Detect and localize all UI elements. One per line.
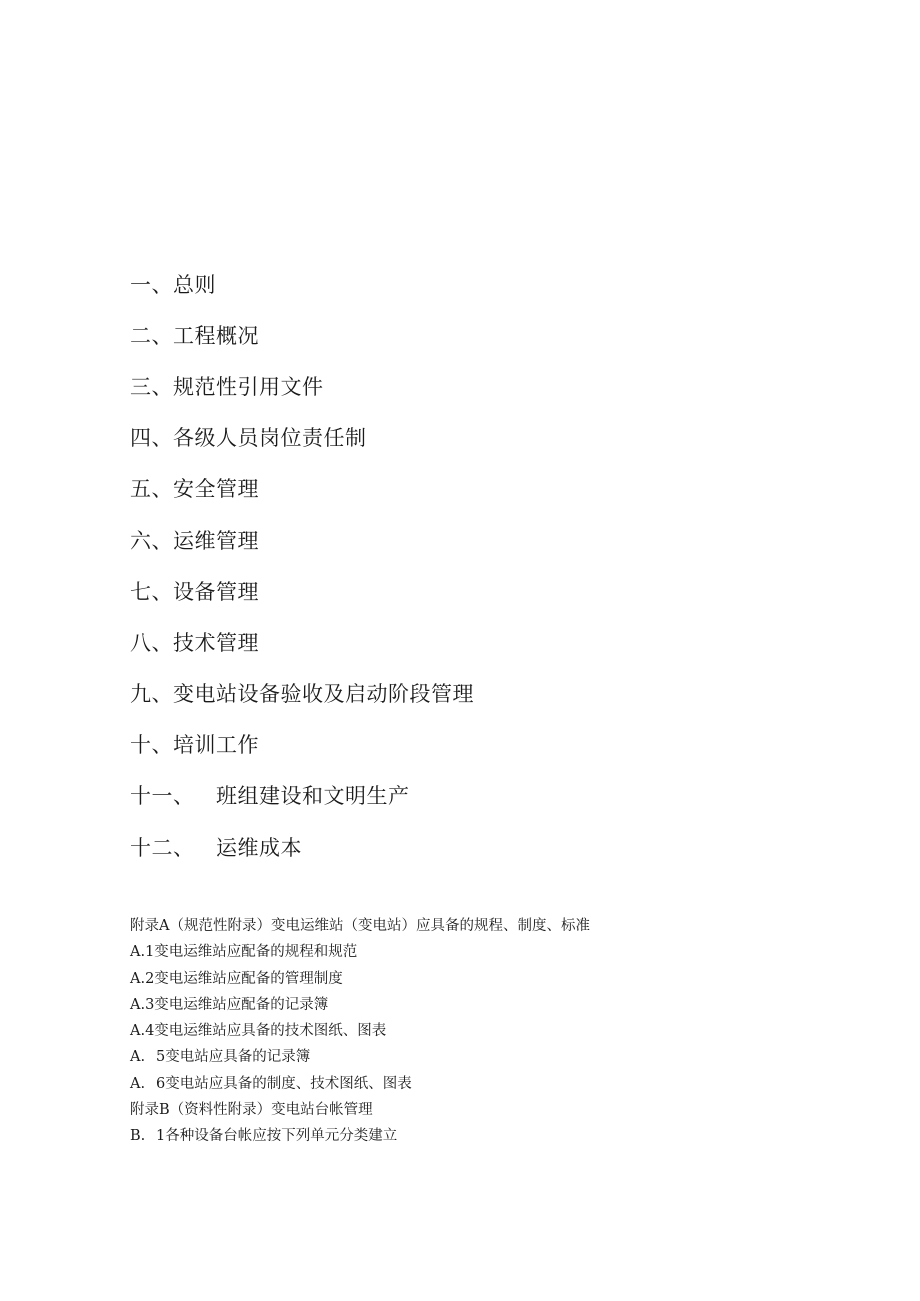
- toc-title: 规范性引用文件: [173, 374, 324, 399]
- toc-number: 六、: [130, 528, 173, 553]
- toc-number: 十、: [130, 733, 173, 758]
- toc-title: 各级人员岗位责任制: [173, 426, 367, 451]
- toc-number: 三、: [130, 374, 173, 399]
- toc-item-6: [130, 514, 830, 565]
- appendix-text: 6变电站应具备的制度、技术图纸、图表: [156, 1075, 412, 1092]
- appendix-text: 附录B（资料性附录）变电站台帐管理: [130, 1102, 373, 1119]
- toc-title: 运维管理: [173, 528, 259, 553]
- toc-item-3: [130, 360, 830, 411]
- appendix-a-heading: [130, 913, 830, 939]
- toc-number: 十一、: [130, 784, 195, 809]
- appendix-text: A.2变电运维站应配备的管理制度: [130, 970, 343, 987]
- appendix-text: A.3变电运维站应配备的记录簿: [130, 996, 329, 1013]
- appendix-text: A.4变电运维站应具备的技术图纸、图表: [130, 1023, 387, 1040]
- appendix-prefix: A.: [130, 1075, 146, 1092]
- appendix-prefix: A.: [130, 1049, 146, 1066]
- toc-item-10: [130, 719, 830, 770]
- toc-item-2: [130, 309, 830, 360]
- toc-title: 总则: [173, 272, 216, 297]
- appendix-item: [130, 1044, 830, 1070]
- toc-number: 八、: [130, 630, 173, 655]
- toc-item-12: [130, 821, 830, 872]
- toc-item-8: [130, 616, 830, 667]
- appendix-item: [130, 992, 830, 1018]
- toc-item-1: [130, 258, 830, 309]
- appendix-text: 附录A（规范性附录）变电运维站（变电站）应具备的规程、制度、标准: [130, 918, 590, 934]
- toc-title: 变电站设备验收及启动阶段管理: [173, 682, 474, 707]
- toc-item-5: [130, 463, 830, 514]
- appendix-item: [130, 1018, 830, 1044]
- toc-number: 七、: [130, 579, 173, 604]
- toc-title: 设备管理: [173, 579, 259, 604]
- toc-title: 班组建设和文明生产: [216, 784, 410, 809]
- appendix-b-heading: [130, 1097, 830, 1123]
- appendix-item: [130, 966, 830, 992]
- toc-title: 工程概况: [173, 323, 259, 348]
- appendix-list: [130, 913, 830, 1150]
- appendix-prefix: B.: [130, 1128, 146, 1145]
- appendix-text: 5变电站应具备的记录簿: [156, 1049, 311, 1066]
- toc-number: 十二、: [130, 835, 195, 860]
- toc-title: 技术管理: [173, 630, 259, 655]
- toc-item-9: [130, 668, 830, 719]
- toc-item-7: [130, 565, 830, 616]
- table-of-contents: [130, 258, 830, 872]
- appendix-item: [130, 1071, 830, 1097]
- toc-title: 运维成本: [216, 835, 302, 860]
- toc-item-4: [130, 412, 830, 463]
- toc-item-11: [130, 770, 830, 821]
- appendix-item: [130, 1123, 830, 1149]
- appendix-text: A.1变电运维站应配备的规程和规范: [130, 944, 358, 961]
- appendix-text: 1各种设备台帐应按下列单元分类建立: [156, 1128, 398, 1145]
- toc-title: 安全管理: [173, 477, 259, 502]
- toc-number: 九、: [130, 682, 173, 707]
- appendix-item: [130, 939, 830, 965]
- toc-number: 一、: [130, 272, 173, 297]
- toc-number: 五、: [130, 477, 173, 502]
- toc-title: 培训工作: [173, 733, 259, 758]
- toc-number: 四、: [130, 426, 173, 451]
- toc-number: 二、: [130, 323, 173, 348]
